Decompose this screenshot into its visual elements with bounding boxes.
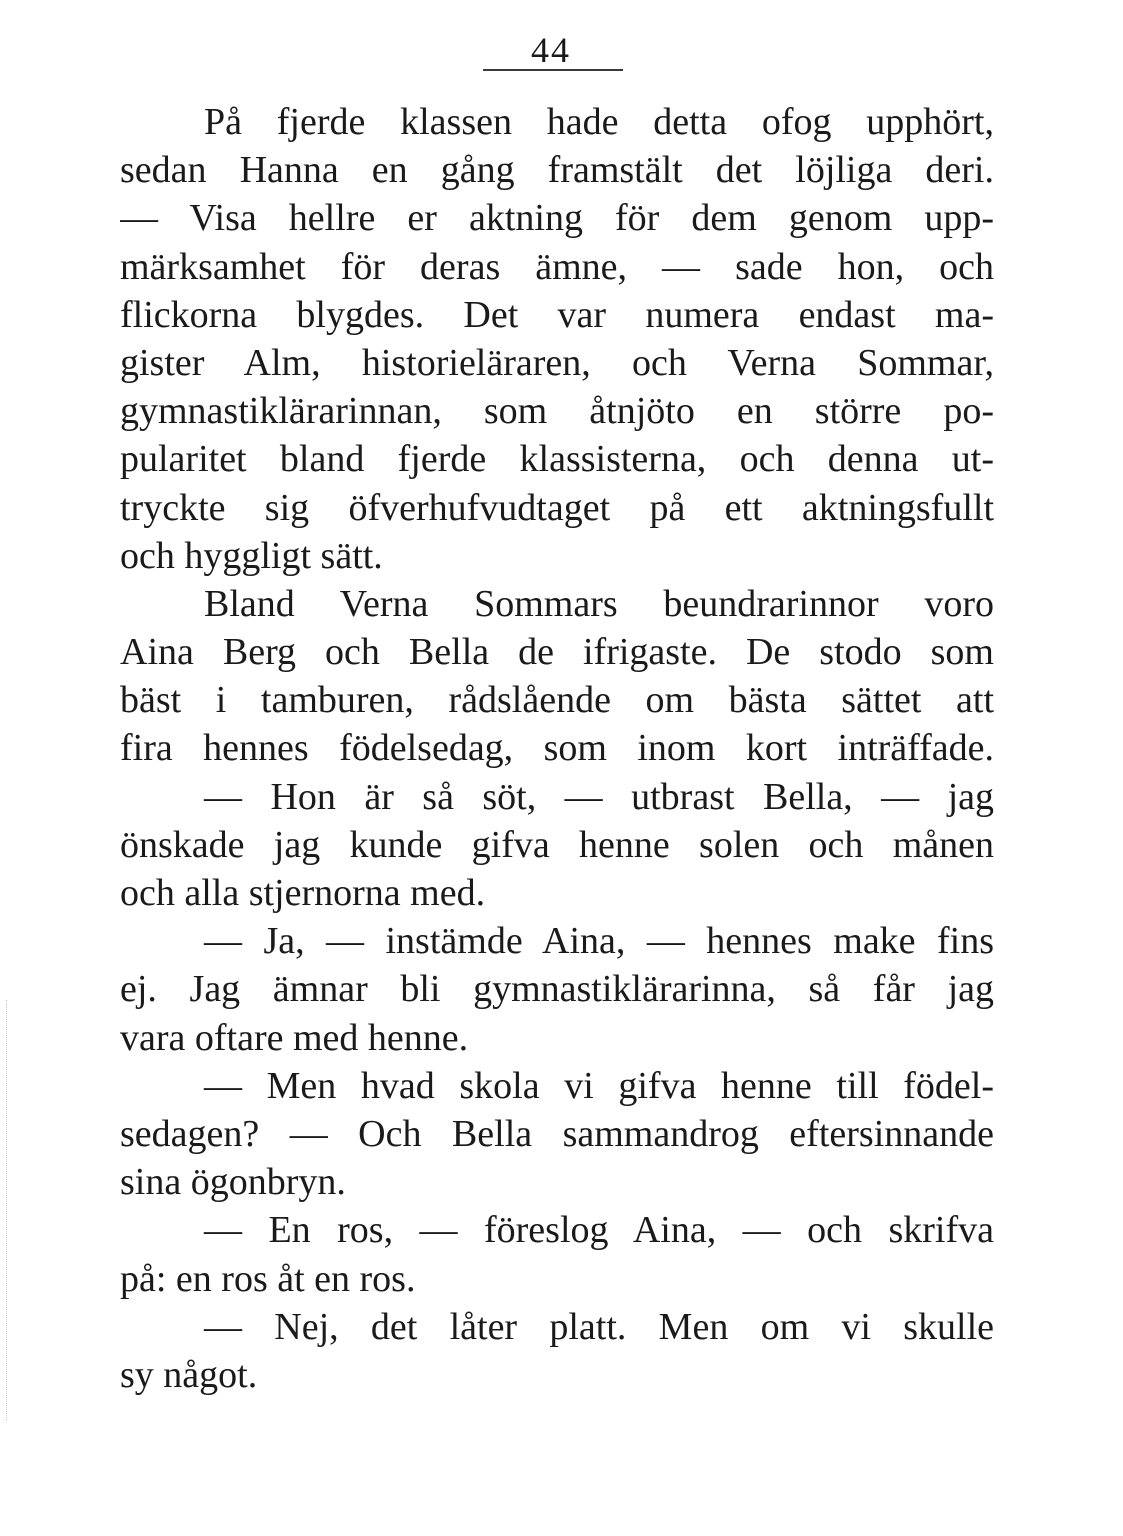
text-line: tryckte sig öfverhufvudtaget på ett aktningsfullt — [120, 486, 994, 529]
text-line: märksamhet för deras ämne, — sade hon, och — [120, 245, 994, 288]
text-line: på: en ros åt en ros. — [120, 1257, 416, 1300]
text-line: sedagen? — Och Bella sammandrog eftersinnande — [120, 1112, 994, 1155]
text-line: gymnastiklärarinnan, som åtnjöto en större po- — [120, 390, 994, 433]
text-line: flickorna blygdes. Det var numera endast ma- — [120, 293, 994, 336]
text-line: önskade jag kunde gifva henne solen och månen — [120, 823, 994, 866]
page-number-rule — [483, 69, 623, 71]
text-line: pularitet bland fjerde klassisterna, och denna ut- — [120, 438, 994, 481]
text-line: Bland Verna Sommars beundrarinnor voro — [204, 582, 994, 625]
text-line: — En ros, — föreslog Aina, — och skrifva — [204, 1209, 994, 1252]
text-line: vara oftare med henne. — [120, 1016, 469, 1059]
text-line: gister Alm, historieläraren, och Verna Sommar, — [120, 341, 994, 384]
text-line: fira hennes födelsedag, som inom kort inträffade. — [120, 727, 994, 770]
text-line: — Hon är så söt, — utbrast Bella, — jag — [204, 775, 994, 818]
text-line: och alla stjernorna med. — [120, 872, 486, 914]
text-line: och hyggligt sätt. — [120, 534, 383, 577]
text-line: sy något. — [120, 1353, 258, 1396]
text-line: Aina Berg och Bella de ifrigaste. De stodo som — [120, 631, 994, 674]
text-line: — Men hvad skola vi gifva henne till födel- — [204, 1064, 994, 1107]
page-number: 44 — [531, 30, 571, 70]
text-line: På fjerde klassen hade detta ofog upphört, — [204, 101, 994, 143]
text-line: — Visa hellre er aktning för dem genom upp- — [120, 197, 994, 240]
scan-gutter-marks — [6, 1000, 9, 1420]
text-line: — Nej, det låter platt. Men om vi skulle — [204, 1305, 994, 1348]
body-text — [120, 98, 994, 1399]
text-line: sina ögonbryn. — [120, 1161, 346, 1204]
text-line: sedan Hanna en gång framstält det löjliga deri. — [120, 149, 994, 192]
text-line: ej. Jag ämnar bli gymnastiklärarinna, så får jag — [120, 968, 994, 1011]
text-line: bäst i tamburen, rådslående om bästa sättet att — [120, 679, 994, 722]
text-line: — Ja, — instämde Aina, — hennes make fins — [204, 920, 994, 963]
